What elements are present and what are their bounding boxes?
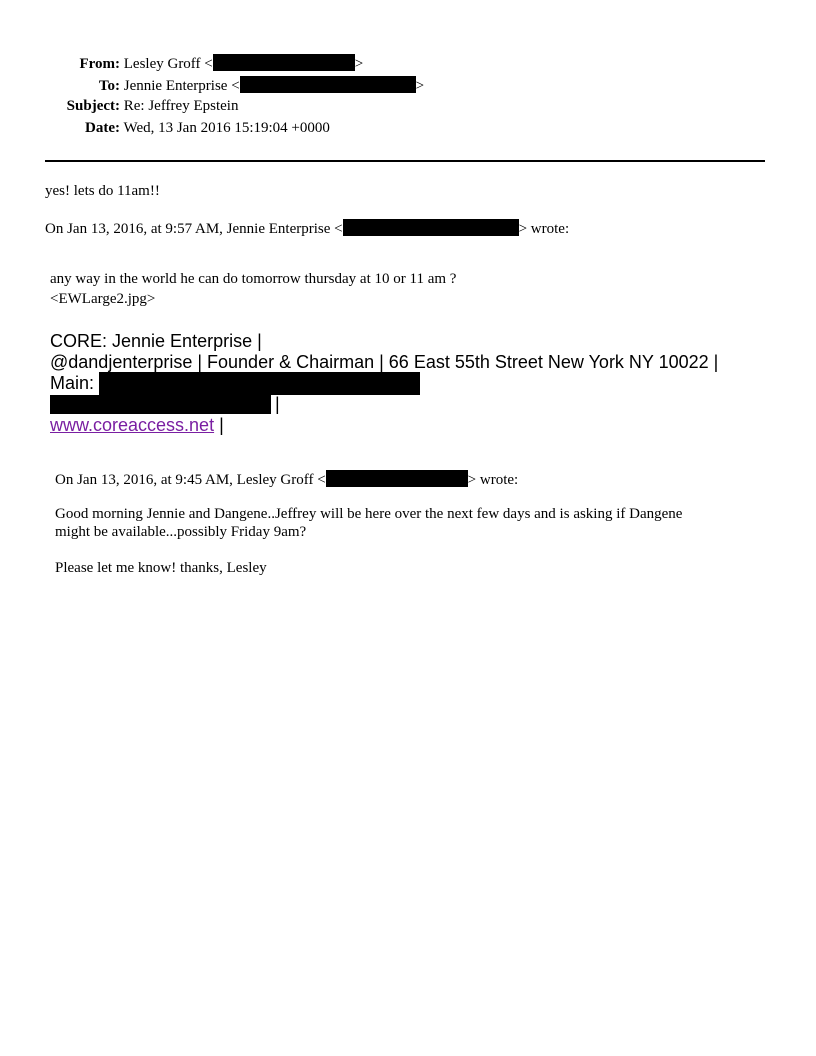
- reply-line: yes! lets do 11am!!: [45, 183, 160, 199]
- to-name: Jennie Enterprise <: [123, 78, 240, 94]
- from-label: From:: [79, 56, 120, 72]
- quote1-post: > wrote:: [518, 221, 570, 237]
- quote2-post: > wrote:: [467, 472, 519, 488]
- signature-line-1: CORE: Jennie Enterprise |: [50, 331, 262, 351]
- signature-main-row: [50, 373, 94, 394]
- quote2-pre: On Jan 13, 2016, at 9:45 AM, Lesley Groff <: [55, 472, 326, 488]
- subject-label: Subject:: [66, 98, 120, 114]
- quote2-attribution: [55, 470, 518, 489]
- to-close: >: [415, 78, 425, 94]
- header-divider: [45, 160, 765, 162]
- quote2-line-3: Please let me know! thanks, Lesley: [55, 560, 267, 576]
- from-close: >: [354, 56, 364, 72]
- to-label: To:: [98, 78, 120, 94]
- quote2-line-2: might be available...possibly Friday 9am?: [55, 524, 307, 540]
- attachment-name: <EWLarge2.jpg>: [50, 291, 156, 307]
- signature-link-pipe: |: [214, 415, 224, 435]
- redaction-box: [213, 54, 355, 71]
- signature-link-row: [50, 415, 224, 436]
- header-to-row: [45, 76, 424, 95]
- subject-value: Re: Jeffrey Epstein: [123, 98, 239, 114]
- redaction-box: [326, 470, 468, 487]
- header-subject-row: [45, 98, 238, 115]
- header-date-row: [45, 120, 330, 137]
- from-name: Lesley Groff <: [123, 56, 213, 72]
- redaction-box: [240, 76, 416, 93]
- redaction-box: [99, 372, 420, 395]
- header-from-row: [45, 54, 363, 73]
- quote1-attribution: [45, 219, 569, 238]
- date-value: Wed, 13 Jan 2016 15:19:04 +0000: [123, 120, 330, 136]
- quote1-pre: On Jan 13, 2016, at 9:57 AM, Jennie Enterprise <: [45, 221, 343, 237]
- signature-pipe: |: [275, 394, 280, 414]
- redaction-box: [50, 395, 271, 414]
- quote2-line-1: Good morning Jennie and Dangene..Jeffrey will be here over the next few days and is asking if Dangene: [55, 506, 683, 522]
- date-label: Date:: [85, 120, 120, 136]
- quote1-text: any way in the world he can do tomorrow thursday at 10 or 11 am ?: [50, 271, 457, 287]
- redaction-box: [343, 219, 519, 236]
- website-link[interactable]: www.coreaccess.net: [50, 415, 215, 435]
- signature-line-2: @dandjenterprise | Founder & Chairman | 66 East 55th Street New York NY 10022 |: [50, 352, 719, 372]
- signature-main-label: Main:: [50, 373, 95, 393]
